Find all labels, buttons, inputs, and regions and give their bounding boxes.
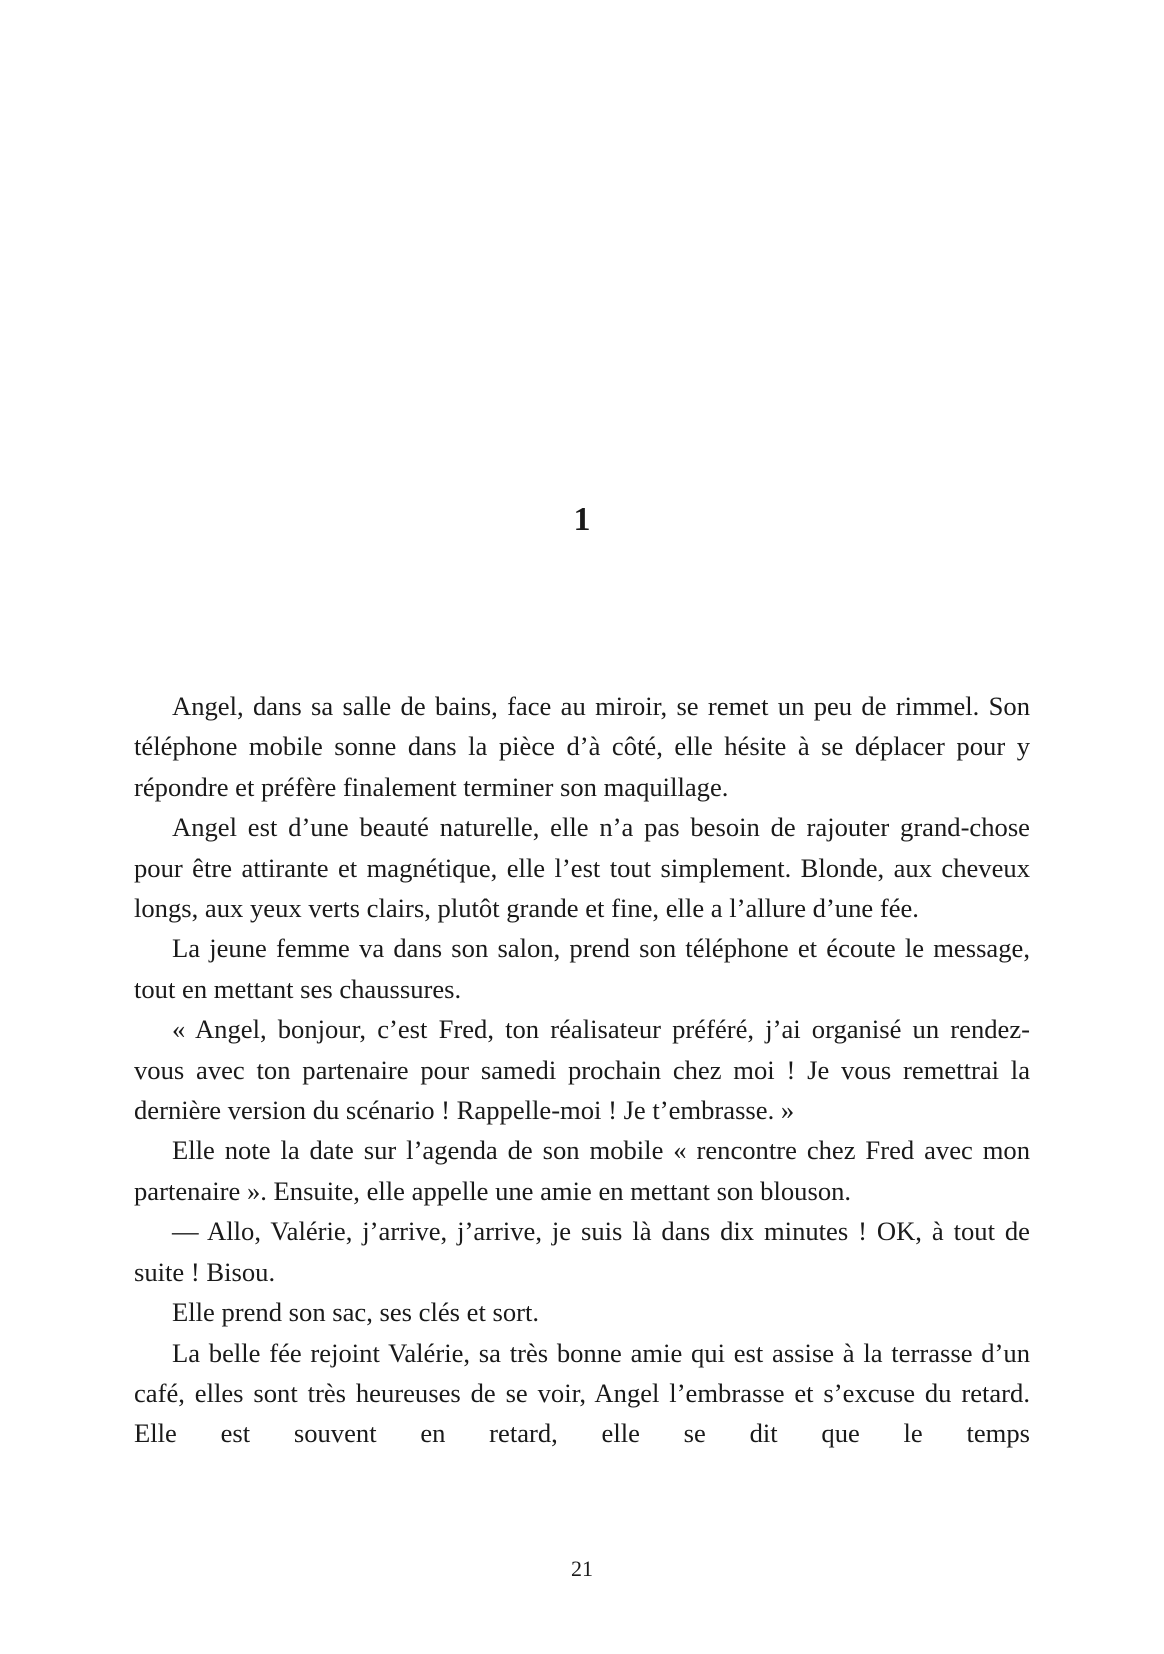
paragraph-dialogue: — Allo, Valérie, j’arrive, j’arrive, je suis là dans dix minutes ! OK, à tout de suite ! Bisou.	[134, 1216, 1030, 1287]
paragraph-salon: La jeune femme va dans son salon, prend son téléphone et écoute le message, tout en mettant ses chaussures.	[134, 933, 1030, 1004]
paragraph-mirror: Angel, dans sa salle de bains, face au miroir, se remet un peu de rimmel. Son téléphone mobile sonne dans la pièce d’à côté, elle hésite à se déplacer pour y répondre et préfère finalement terminer son maquillage.	[134, 691, 1030, 802]
paragraph-leaves: Elle prend son sac, ses clés et sort.	[172, 1297, 540, 1328]
paragraph-description: Angel est d’une beauté naturelle, elle n’a pas besoin de rajouter grand-chose pour être attirante et magnétique, elle l’est tout simplement. Blonde, aux cheveux longs, aux yeux verts clairs, plutôt grande et fine, elle a l’allure d’une fée.	[134, 812, 1030, 924]
paragraph-voicemail: « Angel, bonjour, c’est Fred, ton réalisateur préféré, j’ai organisé un rendez-vous avec ton partenaire pour samedi prochain chez moi ! Je vous remettrai la dernière version du scénario ! Rappelle-moi ! Je t’embrasse. »	[134, 1014, 1030, 1126]
chapter-number: 1	[573, 501, 591, 538]
chapter-body-text	[134, 686, 1030, 1454]
paragraph-cafe: La belle fée rejoint Valérie, sa très bonne amie qui est assise à la terrasse d’un café, elles sont très heureuses de se voir, Angel l’embrasse et s’excuse du retard. Elle est souvent en retard, elle se dit que le temps	[134, 1337, 1030, 1449]
page-number: 21	[571, 1556, 593, 1581]
paragraph-agenda: Elle note la date sur l’agenda de son mobile « rencontre chez Fred avec mon partenaire ». Ensuite, elle appelle une amie en mettant son blouson.	[134, 1135, 1030, 1206]
